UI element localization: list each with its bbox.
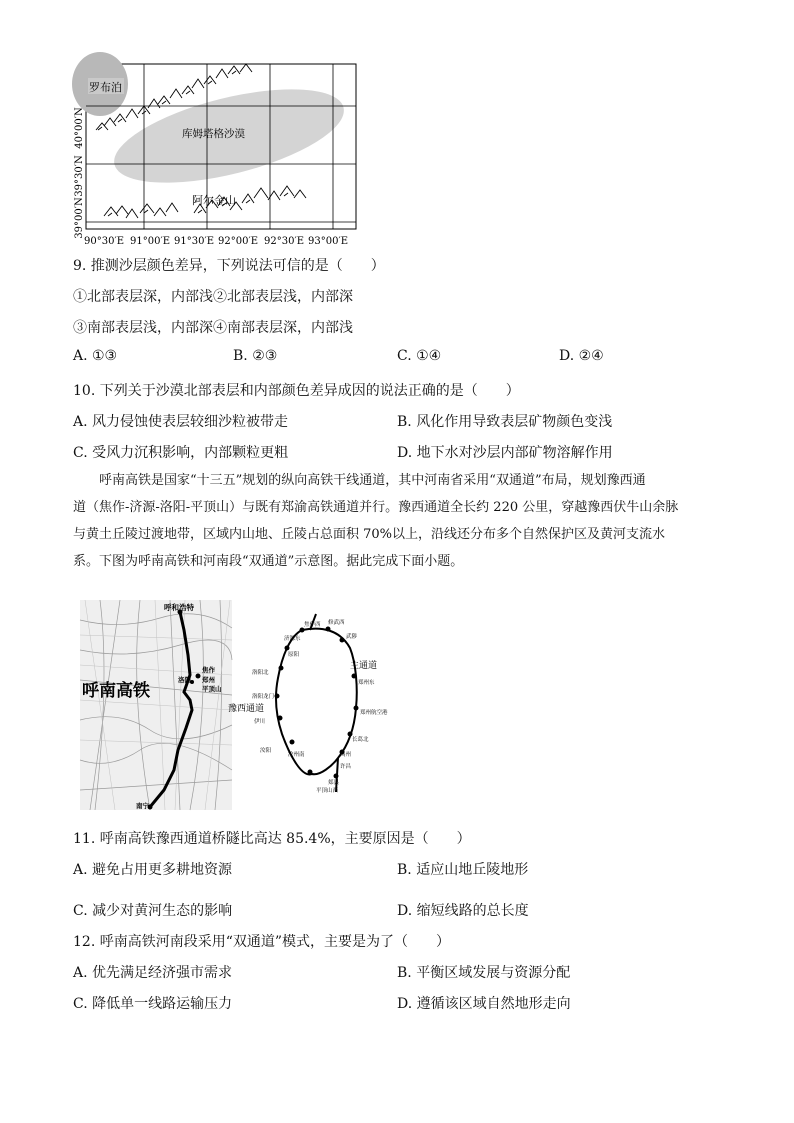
q11-stem: 11. 呼南高铁豫西通道桥隧比高达 85.4%，主要原因是（ ）	[73, 831, 471, 847]
lat-label-3930: 39°30′N	[74, 155, 85, 197]
map2-city-d: 平顶山	[202, 685, 222, 693]
place-kumtag: 库姆塔格沙漠	[182, 128, 245, 140]
passage-line-2: 道（焦作-济源-洛阳-平顶山）与既有郑渝高铁通道并行。豫西通道全长约 220 公里，穿越豫西伏牛山余脉	[73, 500, 679, 515]
passage-line-1: 呼南高铁是国家“十三五”规划的纵向高铁干线通道，其中河南省采用“双通道”布局，规划豫西通	[99, 473, 646, 488]
q10-stem: 10. 下列关于沙漠北部表层和内部颜色差异成因的说法正确的是（ ）	[73, 383, 520, 399]
lat-label-39: 39°00′N	[74, 197, 85, 239]
station-16: 郏县	[328, 780, 340, 786]
q11-option-c[interactable]: C. 减少对黄河生态的影响	[73, 903, 233, 919]
q10-option-b[interactable]: B. 风化作用导致表层矿物颜色变浅	[397, 414, 613, 430]
dual-corridor-map	[228, 608, 390, 800]
lon-label-6: 93°00′E	[308, 236, 349, 247]
kumtag-map	[74, 58, 364, 248]
lon-label-4: 92°00′E	[218, 236, 259, 247]
station-17: 平顶山西	[316, 788, 339, 794]
label-west-corridor: 豫西通道	[228, 704, 265, 714]
hunan-hsr-map	[80, 600, 232, 810]
lon-label-5: 92°30′E	[264, 236, 305, 247]
place-luobupo: 罗布泊	[89, 81, 122, 94]
q12-option-b[interactable]: B. 平衡区域发展与资源分配	[397, 965, 571, 981]
station-11: 长葛北	[352, 737, 369, 743]
q9-option-d[interactable]: D. ②④	[559, 348, 604, 364]
map2-city-c: 郑州	[202, 676, 215, 684]
q9-line2: ③南部表层浅，内部深④南部表层深，内部浅	[73, 320, 353, 336]
station-13: 许昌	[340, 764, 352, 770]
q12-option-d[interactable]: D. 遵循该区域自然地形走向	[397, 996, 571, 1012]
q12-stem: 12. 呼南高铁河南段采用“双通道”模式，主要是为了（ ）	[73, 934, 451, 950]
q9-option-a[interactable]: A. ①③	[73, 348, 118, 364]
q10-option-a[interactable]: A. 风力侵蚀使表层较细沙粒被带走	[73, 414, 289, 430]
station-9: 郑州航空港	[360, 710, 388, 716]
station-1: 焦作西	[304, 622, 321, 628]
station-5: 原阳	[288, 652, 300, 658]
q9-stem: 9. 推测沙层颜色差异，下列说法可信的是（ ）	[73, 258, 385, 274]
label-main-corridor: 主通道	[350, 661, 378, 671]
map2-city-b: 洛阳	[178, 676, 191, 684]
station-12: 汝阳	[260, 748, 272, 754]
lon-label-3: 91°30′E	[174, 236, 215, 247]
map2-title: 呼南高铁	[82, 681, 150, 701]
q11-option-a[interactable]: A. 避免占用更多耕地资源	[73, 862, 233, 878]
passage-line-4: 系。下图为呼南高铁和河南段“双通道”示意图。据此完成下面小题。	[73, 554, 464, 569]
passage-line-3: 与黄土丘陵过渡地带，区域内山地、丘陵占总面积 70%以上，沿线还分布多个自然保护区及黄河支流水	[73, 527, 666, 542]
map2-city-top: 呼和浩特	[164, 603, 194, 612]
station-7: 郑州东	[358, 680, 375, 686]
q12-option-c[interactable]: C. 降低单一线路运输压力	[73, 996, 233, 1012]
lat-label-40: 40°00′N	[74, 107, 85, 149]
station-14: 汝州南	[288, 752, 305, 758]
map2-city-a: 焦作	[202, 666, 215, 674]
lon-label-1: 90°30′E	[84, 236, 125, 247]
passage	[73, 467, 723, 575]
station-4: 济源东	[284, 636, 301, 642]
q9-line1: ①北部表层深，内部浅②北部表层浅，内部深	[73, 289, 353, 305]
map2-city-bottom: 南宁	[136, 802, 149, 810]
lon-label-2: 91°00′E	[130, 236, 171, 247]
q9-option-c[interactable]: C. ①④	[397, 348, 442, 364]
q11-option-b[interactable]: B. 适应山地丘陵地形	[397, 862, 529, 878]
q10-option-d[interactable]: D. 地下水对沙层内部矿物溶解作用	[397, 445, 613, 461]
place-altun: 阿尔金山	[192, 194, 236, 207]
station-6: 洛阳北	[252, 670, 269, 676]
station-10: 伊川	[254, 719, 266, 725]
q10-option-c[interactable]: C. 受风力沉积影响，内部颗粒更粗	[73, 445, 289, 461]
q12-option-a[interactable]: A. 优先满足经济强市需求	[73, 965, 233, 981]
station-15: 禹州	[340, 752, 352, 758]
q9-option-b[interactable]: B. ②③	[233, 348, 278, 364]
station-2: 修武西	[328, 620, 345, 626]
station-8: 洛阳龙门	[252, 694, 275, 700]
station-3: 武陟	[346, 634, 358, 640]
q11-option-d[interactable]: D. 缩短线路的总长度	[397, 903, 529, 919]
